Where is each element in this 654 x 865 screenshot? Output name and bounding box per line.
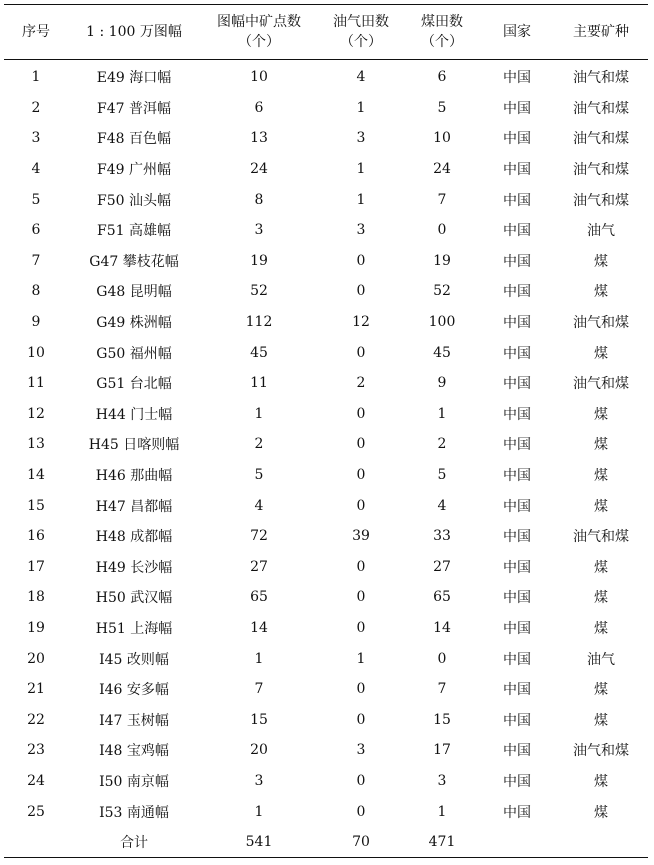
header-mines-unit: （个） (238, 34, 280, 50)
cell-sheet: F51 高雄幅 (97, 223, 171, 240)
cell-mines: 3 (254, 222, 264, 239)
cell-coal-fields: 3 (437, 772, 447, 789)
cell-mines: 1 (254, 405, 264, 422)
table-row (4, 123, 648, 154)
cell-coal-fields: 9 (437, 375, 447, 392)
cell-sheet: F48 百色幅 (97, 131, 171, 148)
cell-index: 20 (27, 650, 45, 667)
cell-index: 25 (27, 803, 45, 820)
cell-mines: 11 (250, 375, 268, 392)
cell-sheet: H51 上海幅 (95, 620, 173, 637)
cell-mines: 6 (254, 99, 264, 116)
cell-oil-fields: 0 (356, 497, 366, 514)
cell-country: 中国 (503, 284, 531, 301)
cell-oil-fields: 1 (356, 650, 366, 667)
header-coal-fields-label: 煤田数 (421, 14, 463, 30)
cell-mineral: 煤 (594, 620, 608, 637)
header-coal-fields-unit: （个） (421, 34, 463, 50)
table-row (4, 643, 648, 674)
cell-oil-fields: 39 (352, 528, 370, 545)
cell-mineral: 油气和煤 (573, 192, 629, 209)
cell-mineral: 煤 (594, 498, 608, 515)
cell-mineral: 煤 (594, 437, 608, 454)
header-country (480, 5, 554, 60)
cell-mines: 2 (254, 436, 264, 453)
header-oil-fields (318, 5, 404, 60)
cell-mineral: 煤 (594, 804, 608, 821)
cell-coal-fields: 14 (433, 619, 451, 636)
cell-index: 9 (31, 314, 41, 331)
cell-sheet: I53 南通幅 (99, 804, 169, 821)
cell-sheet: I45 改则幅 (99, 651, 169, 668)
cell-country: 中国 (503, 345, 531, 362)
cell-mines: 13 (250, 130, 268, 147)
header-mineral (554, 5, 648, 60)
table-row (4, 337, 648, 368)
cell-country: 中国 (503, 712, 531, 729)
cell-sheet: H47 昌都幅 (95, 498, 173, 515)
cell-index: 19 (27, 619, 45, 636)
cell-coal-fields: 0 (437, 222, 447, 239)
table-row (4, 60, 648, 93)
table-row (4, 429, 648, 460)
cell-country: 中国 (503, 773, 531, 790)
cell-oil-fields: 4 (356, 69, 366, 86)
cell-coal-fields: 7 (437, 191, 447, 208)
cell-index: 12 (27, 405, 45, 422)
cell-mineral: 油气和煤 (573, 131, 629, 148)
cell-coal-fields: 7 (437, 681, 447, 698)
cell-sheet: I47 玉树幅 (99, 712, 169, 729)
cell-country: 中国 (503, 559, 531, 576)
cell-mineral: 油气和煤 (573, 743, 629, 760)
table-row (4, 399, 648, 430)
cell-index: 10 (27, 344, 45, 361)
header-mines (200, 5, 318, 60)
cell-oil-fields: 2 (356, 375, 366, 392)
cell-oil-fields: 0 (356, 467, 366, 484)
cell-country: 中国 (503, 468, 531, 485)
cell-mines: 4 (254, 497, 264, 514)
cell-oil-fields: 1 (356, 161, 366, 178)
cell-mines: 14 (250, 619, 268, 636)
table-row (4, 552, 648, 583)
cell-mineral: 油气 (587, 651, 615, 668)
cell-index: 2 (31, 99, 41, 116)
cell-index: 24 (27, 772, 45, 789)
cell-mines: 1 (254, 803, 264, 820)
cell-coal-fields: 19 (433, 252, 451, 269)
cell-country: 中国 (503, 223, 531, 240)
cell-mineral: 煤 (594, 253, 608, 270)
header-index (4, 5, 68, 60)
cell-total-mines: 541 (200, 827, 318, 858)
cell-mineral: 油气和煤 (573, 162, 629, 179)
cell-country: 中国 (503, 498, 531, 515)
cell-mineral: 煤 (594, 406, 608, 423)
cell-sheet: G49 株洲幅 (96, 315, 172, 332)
table-row (4, 735, 648, 766)
cell-country: 中国 (503, 315, 531, 332)
cell-sheet: G48 昆明幅 (96, 284, 172, 301)
cell-coal-fields: 5 (437, 99, 447, 116)
cell-country: 中国 (503, 100, 531, 117)
cell-mineral: 油气和煤 (573, 70, 629, 87)
cell-oil-fields: 0 (356, 283, 366, 300)
cell-coal-fields: 100 (428, 314, 456, 331)
cell-coal-fields: 1 (437, 803, 447, 820)
cell-mines: 65 (250, 589, 268, 606)
cell-country (480, 827, 554, 858)
cell-sheet: F47 普洱幅 (97, 100, 171, 117)
header-index-label: 序号 (22, 24, 50, 40)
table-row (4, 307, 648, 338)
cell-sheet: H45 日喀则幅 (88, 437, 180, 454)
cell-mineral (554, 827, 648, 858)
cell-oil-fields: 1 (356, 99, 366, 116)
cell-mineral: 油气和煤 (573, 529, 629, 546)
cell-country: 中国 (503, 376, 531, 393)
header-mines-label: 图幅中矿点数 (217, 14, 301, 30)
cell-oil-fields: 0 (356, 681, 366, 698)
cell-mineral: 煤 (594, 712, 608, 729)
cell-coal-fields: 1 (437, 405, 447, 422)
cell-sheet: F49 广州幅 (97, 162, 171, 179)
table-row (4, 184, 648, 215)
cell-index: 3 (31, 130, 41, 147)
cell-sheet: G47 攀枝花幅 (89, 253, 179, 270)
table-row (4, 368, 648, 399)
cell-sheet: G50 福州幅 (96, 345, 172, 362)
cell-total-label: 合计 (68, 827, 200, 858)
table-row (4, 246, 648, 277)
cell-mineral: 油气 (587, 223, 615, 240)
cell-oil-fields: 3 (356, 742, 366, 759)
cell-index: 5 (31, 191, 41, 208)
cell-mineral: 煤 (594, 284, 608, 301)
table-row (4, 796, 648, 827)
cell-coal-fields: 4 (437, 497, 447, 514)
cell-mines: 1 (254, 650, 264, 667)
cell-mines: 8 (254, 191, 264, 208)
cell-country: 中国 (503, 437, 531, 454)
cell-sheet: I46 安多幅 (99, 682, 169, 699)
cell-oil-fields: 0 (356, 711, 366, 728)
table-row (4, 674, 648, 705)
cell-index: 22 (27, 711, 45, 728)
cell-oil-fields: 0 (356, 803, 366, 820)
table-row (4, 490, 648, 521)
table-row (4, 704, 648, 735)
cell-mines: 45 (250, 344, 268, 361)
cell-sheet: E49 海口幅 (96, 70, 172, 87)
cell-index: 11 (27, 375, 45, 392)
cell-sheet: G51 台北幅 (96, 376, 172, 393)
cell-oil-fields: 3 (356, 222, 366, 239)
cell-coal-fields: 2 (437, 436, 447, 453)
cell-index: 15 (27, 497, 45, 514)
cell-coal-fields: 5 (437, 467, 447, 484)
cell-mineral: 煤 (594, 590, 608, 607)
cell-sheet: H44 门士幅 (95, 406, 173, 423)
cell-mines: 7 (254, 681, 264, 698)
table-row (4, 154, 648, 185)
table-row (4, 93, 648, 124)
cell-sheet: H46 那曲幅 (95, 468, 173, 485)
cell-mineral: 煤 (594, 345, 608, 362)
cell-oil-fields: 3 (356, 130, 366, 147)
cell-index: 23 (27, 742, 45, 759)
header-country-label: 国家 (503, 24, 531, 40)
cell-mines: 24 (250, 161, 268, 178)
cell-oil-fields: 0 (356, 252, 366, 269)
cell-sheet: I48 宝鸡幅 (99, 743, 169, 760)
cell-oil-fields: 0 (356, 772, 366, 789)
table-body (4, 60, 648, 858)
cell-oil-fields: 12 (352, 314, 370, 331)
cell-coal-fields: 33 (433, 528, 451, 545)
cell-index: 1 (31, 69, 41, 86)
cell-oil-fields: 0 (356, 619, 366, 636)
cell-mineral: 煤 (594, 682, 608, 699)
cell-mines: 15 (250, 711, 268, 728)
cell-sheet: H48 成都幅 (95, 529, 173, 546)
cell-country: 中国 (503, 131, 531, 148)
cell-country: 中国 (503, 192, 531, 209)
cell-country: 中国 (503, 406, 531, 423)
table-row (4, 613, 648, 644)
cell-total-oil: 70 (318, 827, 404, 858)
cell-index: 4 (31, 161, 41, 178)
header-coal-fields (404, 5, 480, 60)
cell-mines: 3 (254, 772, 264, 789)
cell-coal-fields: 6 (437, 69, 447, 86)
cell-total-coal: 471 (404, 827, 480, 858)
table-row (4, 276, 648, 307)
cell-country: 中国 (503, 529, 531, 546)
header-sheet-label: 1 : 100 万图幅 (86, 24, 182, 40)
cell-mines: 5 (254, 467, 264, 484)
cell-country: 中国 (503, 590, 531, 607)
cell-sheet: I50 南京幅 (99, 773, 169, 790)
cell-coal-fields: 27 (433, 558, 451, 575)
cell-sheet: H49 长沙幅 (95, 559, 173, 576)
header-mineral-label: 主要矿种 (573, 24, 629, 40)
table-total-row (4, 827, 648, 858)
cell-sheet: H50 武汉幅 (95, 590, 173, 607)
cell-oil-fields: 0 (356, 436, 366, 453)
cell-mines: 19 (250, 252, 268, 269)
cell-oil-fields: 0 (356, 589, 366, 606)
cell-oil-fields: 0 (356, 558, 366, 575)
cell-mineral: 煤 (594, 773, 608, 790)
cell-sheet: F50 汕头幅 (97, 192, 171, 209)
cell-mineral: 油气和煤 (573, 376, 629, 393)
cell-index: 18 (27, 589, 45, 606)
table-row (4, 215, 648, 246)
cell-coal-fields: 65 (433, 589, 451, 606)
table-row (4, 766, 648, 797)
cell-mineral: 油气和煤 (573, 100, 629, 117)
mineral-statistics-table (4, 4, 648, 858)
table-row (4, 521, 648, 552)
header-oil-fields-unit: （个） (340, 34, 382, 50)
cell-mines: 27 (250, 558, 268, 575)
cell-index: 13 (27, 436, 45, 453)
table-header-row (4, 5, 648, 60)
cell-country: 中国 (503, 743, 531, 760)
cell-mines: 52 (250, 283, 268, 300)
cell-coal-fields: 45 (433, 344, 451, 361)
cell-mines: 112 (245, 314, 273, 331)
cell-mines: 20 (250, 742, 268, 759)
cell-index: 14 (27, 467, 45, 484)
cell-index: 21 (27, 681, 45, 698)
cell-oil-fields: 0 (356, 344, 366, 361)
cell-index: 16 (27, 528, 45, 545)
header-oil-fields-label: 油气田数 (333, 14, 389, 30)
cell-coal-fields: 17 (433, 742, 451, 759)
cell-country: 中国 (503, 253, 531, 270)
cell-country: 中国 (503, 651, 531, 668)
cell-mineral: 煤 (594, 468, 608, 485)
cell-index: 17 (27, 558, 45, 575)
cell-coal-fields: 0 (437, 650, 447, 667)
cell-mineral: 煤 (594, 559, 608, 576)
cell-mineral: 油气和煤 (573, 315, 629, 332)
cell-index (4, 827, 68, 858)
cell-mines: 72 (250, 528, 268, 545)
cell-coal-fields: 15 (433, 711, 451, 728)
cell-oil-fields: 1 (356, 191, 366, 208)
cell-country: 中国 (503, 70, 531, 87)
cell-coal-fields: 24 (433, 161, 451, 178)
cell-index: 6 (31, 222, 41, 239)
table-row (4, 460, 648, 491)
cell-oil-fields: 0 (356, 405, 366, 422)
cell-country: 中国 (503, 620, 531, 637)
header-sheet (68, 5, 200, 60)
cell-index: 8 (31, 283, 41, 300)
cell-index: 7 (31, 252, 41, 269)
cell-country: 中国 (503, 682, 531, 699)
cell-mines: 10 (250, 69, 268, 86)
cell-country: 中国 (503, 804, 531, 821)
cell-coal-fields: 52 (433, 283, 451, 300)
cell-coal-fields: 10 (433, 130, 451, 147)
cell-country: 中国 (503, 162, 531, 179)
table-row (4, 582, 648, 613)
